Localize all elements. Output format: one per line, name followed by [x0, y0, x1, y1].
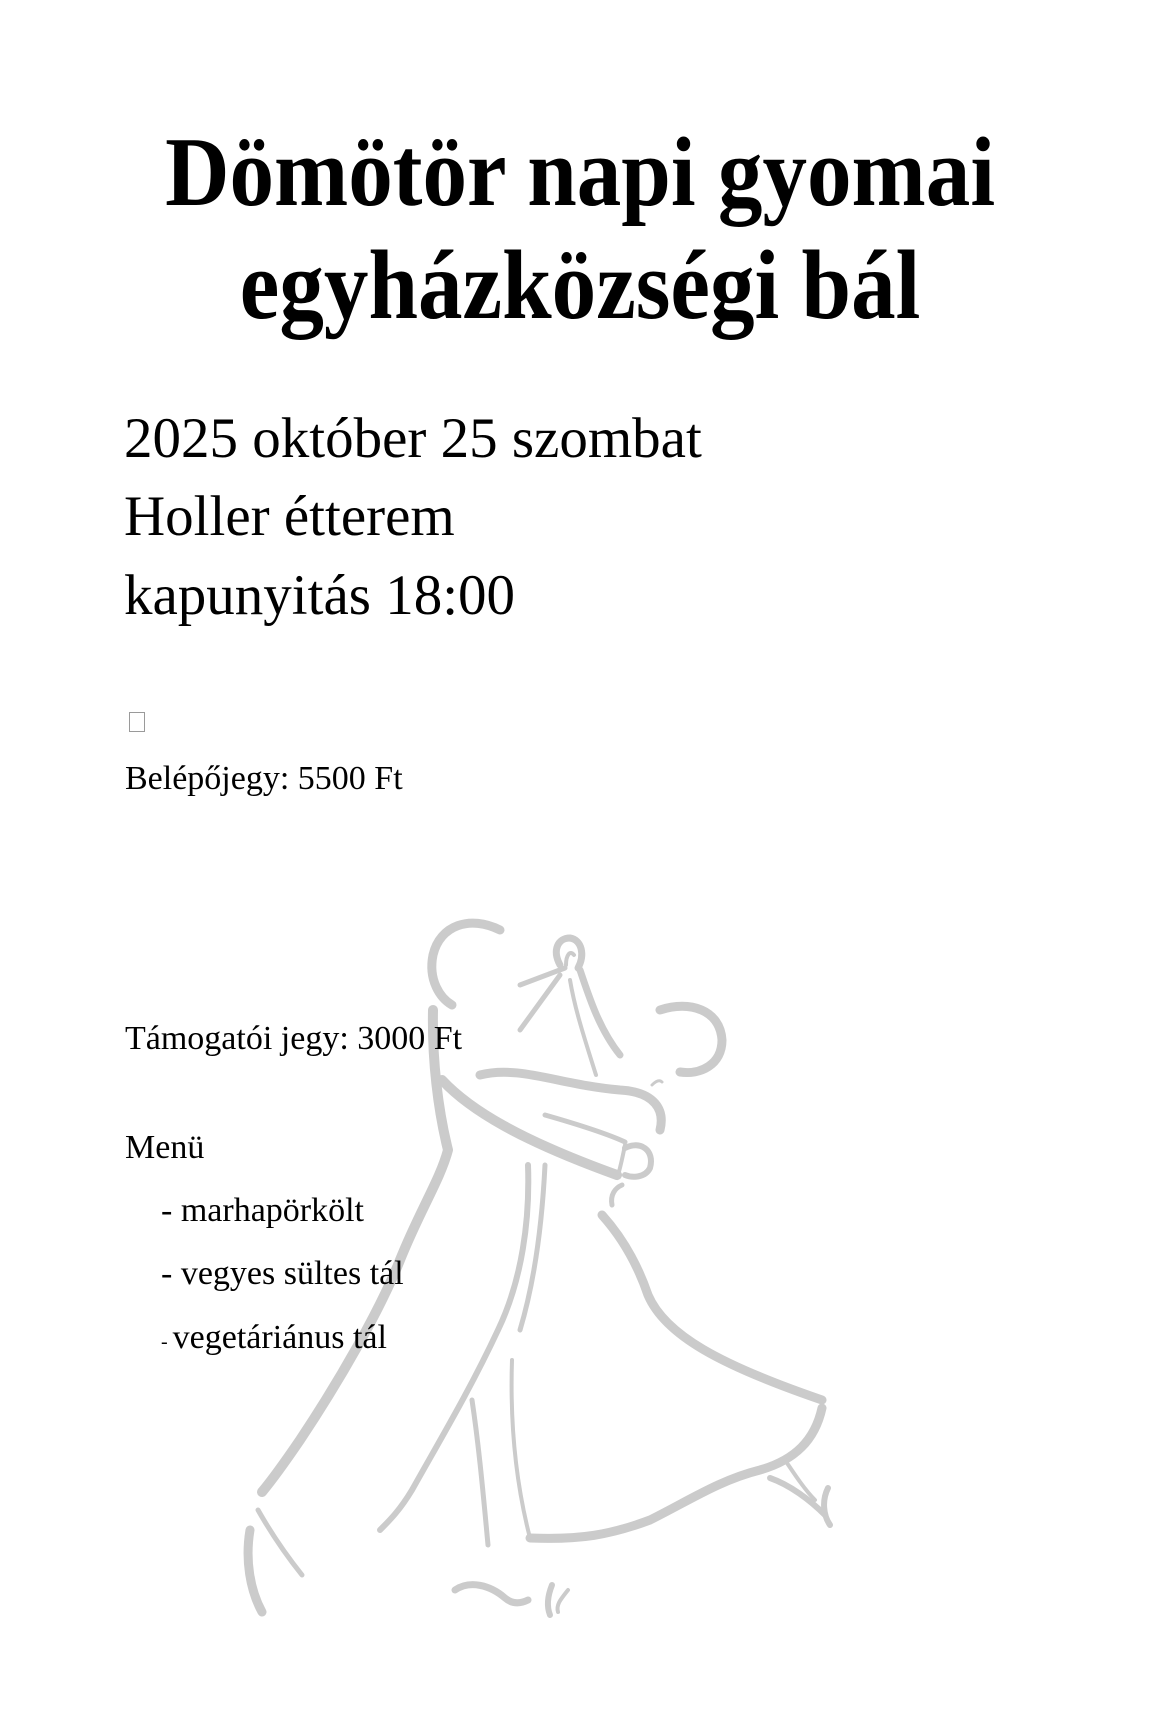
- title-line-1: [0, 118, 1160, 227]
- supporter-ticket-price: Támogatói jegy: 3000 Ft: [125, 1020, 463, 1057]
- title-line-2: [0, 231, 1160, 340]
- menu-item-dash: -: [161, 1192, 173, 1229]
- event-date: 2025 október 25 szombat: [124, 407, 702, 470]
- man-head-icon: [432, 923, 500, 1005]
- menu-item: [161, 1257, 404, 1291]
- menu-item-dash: -: [161, 1331, 168, 1353]
- menu-item-label: vegyes sültes tál: [180, 1255, 404, 1292]
- menu-item-label: marhapörkölt: [180, 1192, 364, 1229]
- entry-ticket-price: Belépőjegy: 5500 Ft: [125, 760, 403, 797]
- event-doors-open: kapunyitás 18:00: [124, 564, 516, 627]
- missing-glyph-icon: [129, 712, 145, 732]
- event-venue: Holler étterem: [124, 485, 455, 548]
- menu-item-dash: -: [161, 1255, 173, 1292]
- title-text-2: egyházközségi bál: [239, 231, 921, 340]
- menu-item-label: vegetáriánus tál: [172, 1319, 387, 1356]
- title-text-1: Dömötör napi gyomai: [165, 118, 995, 227]
- menu-item: [161, 1321, 387, 1355]
- menu-item: [161, 1194, 364, 1228]
- menu-heading: Menü: [125, 1129, 205, 1166]
